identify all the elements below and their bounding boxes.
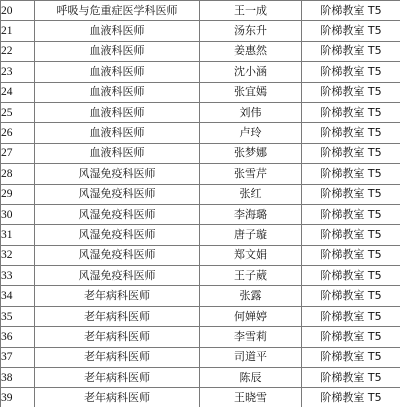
table-row <box>1 102 400 122</box>
row-number: 25 <box>1 102 35 122</box>
table-row <box>1 368 400 388</box>
row-number: 28 <box>1 164 35 184</box>
department-cell: 老年病科医师 <box>35 347 200 367</box>
department-cell: 呼吸与危重症医学科医师 <box>35 1 200 21</box>
room-cell: 阶梯教室 T5 <box>302 347 400 367</box>
room-cell: 阶梯教室 T5 <box>302 184 400 204</box>
room-cell: 阶梯教室 T5 <box>302 225 400 245</box>
person-name-cell: 沈小涵 <box>200 62 302 82</box>
table-row <box>1 41 400 61</box>
table-row <box>1 123 400 143</box>
department-cell: 风湿免疫科医师 <box>35 204 200 224</box>
department-cell: 风湿免疫科医师 <box>35 245 200 265</box>
person-name-cell: 司道平 <box>200 347 302 367</box>
row-number: 34 <box>1 286 35 306</box>
table-row <box>1 204 400 224</box>
row-number: 21 <box>1 21 35 41</box>
row-number: 26 <box>1 123 35 143</box>
department-cell: 风湿免疫科医师 <box>35 225 200 245</box>
table-row <box>1 184 400 204</box>
room-cell: 阶梯教室 T5 <box>302 266 400 286</box>
department-cell: 老年病科医师 <box>35 368 200 388</box>
table-row <box>1 306 400 326</box>
department-cell: 风湿免疫科医师 <box>35 164 200 184</box>
room-cell: 阶梯教室 T5 <box>302 21 400 41</box>
department-cell: 老年病科医师 <box>35 327 200 347</box>
department-cell: 风湿免疫科医师 <box>35 184 200 204</box>
department-cell: 血液科医师 <box>35 41 200 61</box>
table-row <box>1 143 400 163</box>
table-row <box>1 225 400 245</box>
person-name-cell: 张露 <box>200 286 302 306</box>
room-cell: 阶梯教室 T5 <box>302 245 400 265</box>
room-cell: 阶梯教室 T5 <box>302 41 400 61</box>
row-number: 36 <box>1 327 35 347</box>
room-cell: 阶梯教室 T5 <box>302 388 400 407</box>
room-cell: 阶梯教室 T5 <box>302 82 400 102</box>
table-row <box>1 82 400 102</box>
person-name-cell: 李雪莉 <box>200 327 302 347</box>
department-cell: 血液科医师 <box>35 102 200 122</box>
room-cell: 阶梯教室 T5 <box>302 102 400 122</box>
person-name-cell: 张红 <box>200 184 302 204</box>
row-number: 23 <box>1 62 35 82</box>
row-number: 30 <box>1 204 35 224</box>
row-number: 32 <box>1 245 35 265</box>
table-row <box>1 388 400 407</box>
department-cell: 血液科医师 <box>35 21 200 41</box>
table-row <box>1 286 400 306</box>
person-name-cell: 郑文娟 <box>200 245 302 265</box>
person-name-cell: 王一成 <box>200 1 302 21</box>
department-cell: 血液科医师 <box>35 82 200 102</box>
person-name-cell: 李海璐 <box>200 204 302 224</box>
room-cell: 阶梯教室 T5 <box>302 1 400 21</box>
table-row <box>1 347 400 367</box>
person-name-cell: 唐子璇 <box>200 225 302 245</box>
department-cell: 血液科医师 <box>35 143 200 163</box>
department-cell: 血液科医师 <box>35 62 200 82</box>
room-cell: 阶梯教室 T5 <box>302 143 400 163</box>
roster-body <box>1 1 400 407</box>
row-number: 33 <box>1 266 35 286</box>
person-name-cell: 姜惠然 <box>200 41 302 61</box>
table-row <box>1 164 400 184</box>
person-name-cell: 张梦娜 <box>200 143 302 163</box>
room-cell: 阶梯教室 T5 <box>302 368 400 388</box>
table-row <box>1 21 400 41</box>
row-number: 37 <box>1 347 35 367</box>
row-number: 31 <box>1 225 35 245</box>
person-name-cell: 张雪芹 <box>200 164 302 184</box>
department-cell: 血液科医师 <box>35 123 200 143</box>
row-number: 27 <box>1 143 35 163</box>
row-number: 29 <box>1 184 35 204</box>
room-cell: 阶梯教室 T5 <box>302 123 400 143</box>
room-cell: 阶梯教室 T5 <box>302 286 400 306</box>
row-number: 35 <box>1 306 35 326</box>
person-name-cell: 卢玲 <box>200 123 302 143</box>
person-name-cell: 张宜嫣 <box>200 82 302 102</box>
row-number: 22 <box>1 41 35 61</box>
room-cell: 阶梯教室 T5 <box>302 164 400 184</box>
room-cell: 阶梯教室 T5 <box>302 327 400 347</box>
person-name-cell: 刘伟 <box>200 102 302 122</box>
department-cell: 老年病科医师 <box>35 286 200 306</box>
room-cell: 阶梯教室 T5 <box>302 306 400 326</box>
room-cell: 阶梯教室 T5 <box>302 62 400 82</box>
row-number: 20 <box>1 1 35 21</box>
table-row <box>1 327 400 347</box>
table-row <box>1 62 400 82</box>
person-name-cell: 王晓雪 <box>200 388 302 407</box>
table-row <box>1 266 400 286</box>
person-name-cell: 何婵婷 <box>200 306 302 326</box>
person-name-cell: 陈辰 <box>200 368 302 388</box>
row-number: 38 <box>1 368 35 388</box>
table-row <box>1 245 400 265</box>
row-number: 24 <box>1 82 35 102</box>
row-number: 39 <box>1 388 35 407</box>
department-cell: 老年病科医师 <box>35 388 200 407</box>
room-cell: 阶梯教室 T5 <box>302 204 400 224</box>
person-name-cell: 汤东升 <box>200 21 302 41</box>
department-cell: 老年病科医师 <box>35 306 200 326</box>
person-name-cell: 王子葳 <box>200 266 302 286</box>
table-row <box>1 1 400 21</box>
department-cell: 风湿免疫科医师 <box>35 266 200 286</box>
